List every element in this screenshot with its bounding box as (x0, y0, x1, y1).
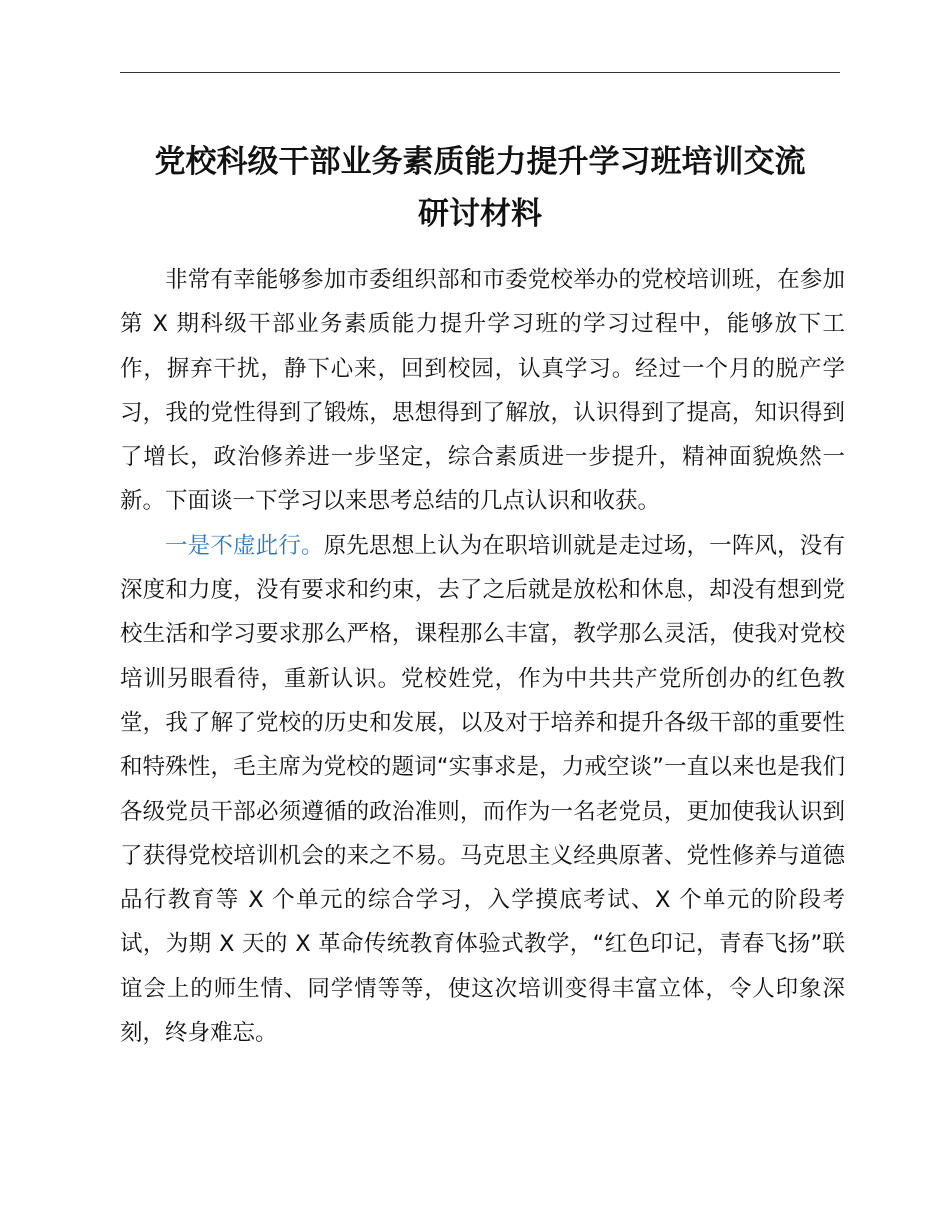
title-line-1: 党校科级干部业务素质能力提升学习班培训交流 (154, 144, 806, 180)
document-title (110, 136, 850, 240)
paragraph-intro: 非常有幸能够参加市委组织部和市委党校举办的党校培训班，在参加第 X 期科级干部业务素质能力提升学习班的学习过程中，能够放下工作，摒弃干扰，静下心来，回到校园，认真学习。经过一个月的脱产学习，我的党性得到了锻炼，思想得到了解放，认识得到了提高，知识得到了增长，政治修养进一步坚定，综合素质进一步提升，精神面貌焕然一新。下面谈一下学习以来思考总结的几点认识和收获。 (120, 267, 845, 515)
title-line-2: 研讨材料 (418, 196, 542, 232)
document-body (120, 258, 845, 1055)
paragraph-point-one (120, 524, 845, 1056)
point-one-heading: 一是不虚此行。 (165, 532, 324, 559)
header-rule (120, 72, 840, 73)
point-one-body: 原先思想上认为在职培训就是走过场，一阵风，没有深度和力度，没有要求和约束，去了之后就是放松和休息，却没有想到党校生活和学习要求那么严格，课程那么丰富，教学那么灵活，使我对党校培训另眼看待，重新认识。党校姓党，作为中共共产党所创办的红色教堂，我了解了党校的历史和发展，以及对于培养和提升各级干部的重要性和特殊性，毛主席为党校的题词“实事求是，力戒空谈”一直以来也是我们各级党员干部必须遵循的政治准则，而作为一名老党员，更加使我认识到了获得党校培训机会的来之不易。马克思主义经典原著、党性修养与道德品行教育等 X 个单元的综合学习，入学摸底考试、X 个单元的阶段考试，为期 X 天的 X 革命传统教育体验式教学，“红色印记，青春飞扬”联谊会上的师生情、同学情等等，使这次培训变得丰富立体，令人印象深刻，终身难忘。 (120, 532, 845, 1047)
